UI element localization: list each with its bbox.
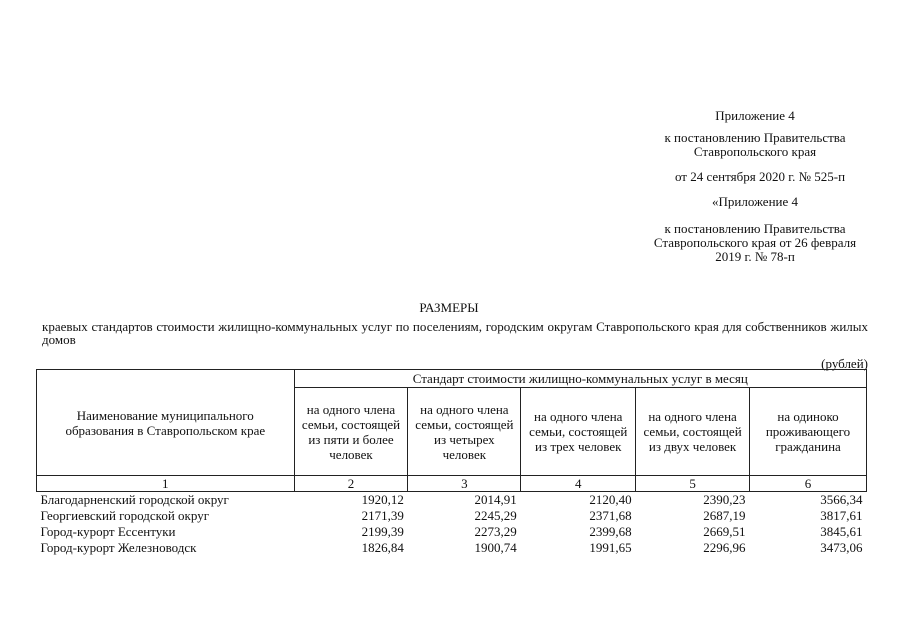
- municipality-name: Георгиевский городской округ: [40, 508, 210, 523]
- unit-label: (рублей): [821, 356, 868, 371]
- table-cell: 1826,84: [361, 540, 404, 555]
- table-cell: 1920,12: [361, 492, 404, 507]
- appendix-label: Приложение 4: [715, 108, 795, 123]
- table-row: [37, 540, 867, 556]
- table-cell: 3566,34: [820, 492, 863, 507]
- table-cell: 2669,51: [703, 524, 746, 539]
- table-cell: 2273,29: [474, 524, 517, 539]
- table-cell: 2390,23: [703, 492, 746, 507]
- table-cell: 2687,19: [703, 508, 746, 523]
- table-cell: 2245,29: [474, 508, 517, 523]
- name-column-header: Наименование муниципального образования в Ставропольском крае: [37, 370, 295, 476]
- column-header-single: на одиноко проживающего гражданина: [750, 388, 867, 476]
- column-header-three: на одного члена семьи, состоящей из трех человек: [521, 388, 636, 476]
- document-subtitle: краевых стандартов стоимости жилищно-коммунальных услуг по поселениям, городским округам Ставропольского края для собственников жилых домов: [42, 319, 868, 347]
- cost-group-header: Стандарт стоимости жилищно-коммунальных услуг в месяц: [294, 370, 866, 388]
- table-cell: 2371,68: [589, 508, 632, 523]
- table-cell: 2199,39: [361, 524, 404, 539]
- resolution-reference: к постановлению Правительства Ставропольского края: [664, 130, 846, 159]
- original-appendix-label: «Приложение 4: [711, 194, 799, 209]
- table-row: [37, 508, 867, 524]
- column-header-two: на одного члена семьи, состоящей из двух человек: [636, 388, 750, 476]
- table-cell: 2120,40: [589, 492, 632, 507]
- municipality-name: Город-курорт Ессентуки: [40, 524, 176, 539]
- table-cell: 3817,61: [820, 508, 863, 523]
- column-number: 2: [294, 476, 408, 492]
- column-header-five-plus: на одного члена семьи, состоящей из пяти и более человек: [294, 388, 408, 476]
- table-cell: 3845,61: [820, 524, 863, 539]
- column-number: 1: [37, 476, 295, 492]
- table-cell: 2296,96: [703, 540, 746, 555]
- table-row: [37, 492, 867, 509]
- column-number: 4: [521, 476, 636, 492]
- document-title: РАЗМЕРЫ: [419, 300, 479, 315]
- table-row: [37, 524, 867, 540]
- standards-table: [36, 369, 867, 556]
- table-cell: 3473,06: [820, 540, 863, 555]
- column-header-four: на одного члена семьи, состоящей из четырех человек: [408, 388, 521, 476]
- table-cell: 1900,74: [474, 540, 517, 555]
- column-number: 6: [750, 476, 867, 492]
- table-cell: 2014,91: [474, 492, 517, 507]
- resolution-date: от 24 сентября 2020 г. № 525-п: [674, 169, 846, 184]
- municipality-name: Благодарненский городской округ: [40, 492, 229, 507]
- original-resolution-reference: к постановлению Правительства Ставропольского края от 26 февраля 2019 г. № 78-п: [653, 221, 857, 264]
- municipality-name: Город-курорт Железноводск: [40, 540, 197, 555]
- table-cell: 2171,39: [361, 508, 404, 523]
- column-number: 3: [408, 476, 521, 492]
- table-cell: 2399,68: [589, 524, 632, 539]
- column-number: 5: [636, 476, 750, 492]
- table-cell: 1991,65: [589, 540, 632, 555]
